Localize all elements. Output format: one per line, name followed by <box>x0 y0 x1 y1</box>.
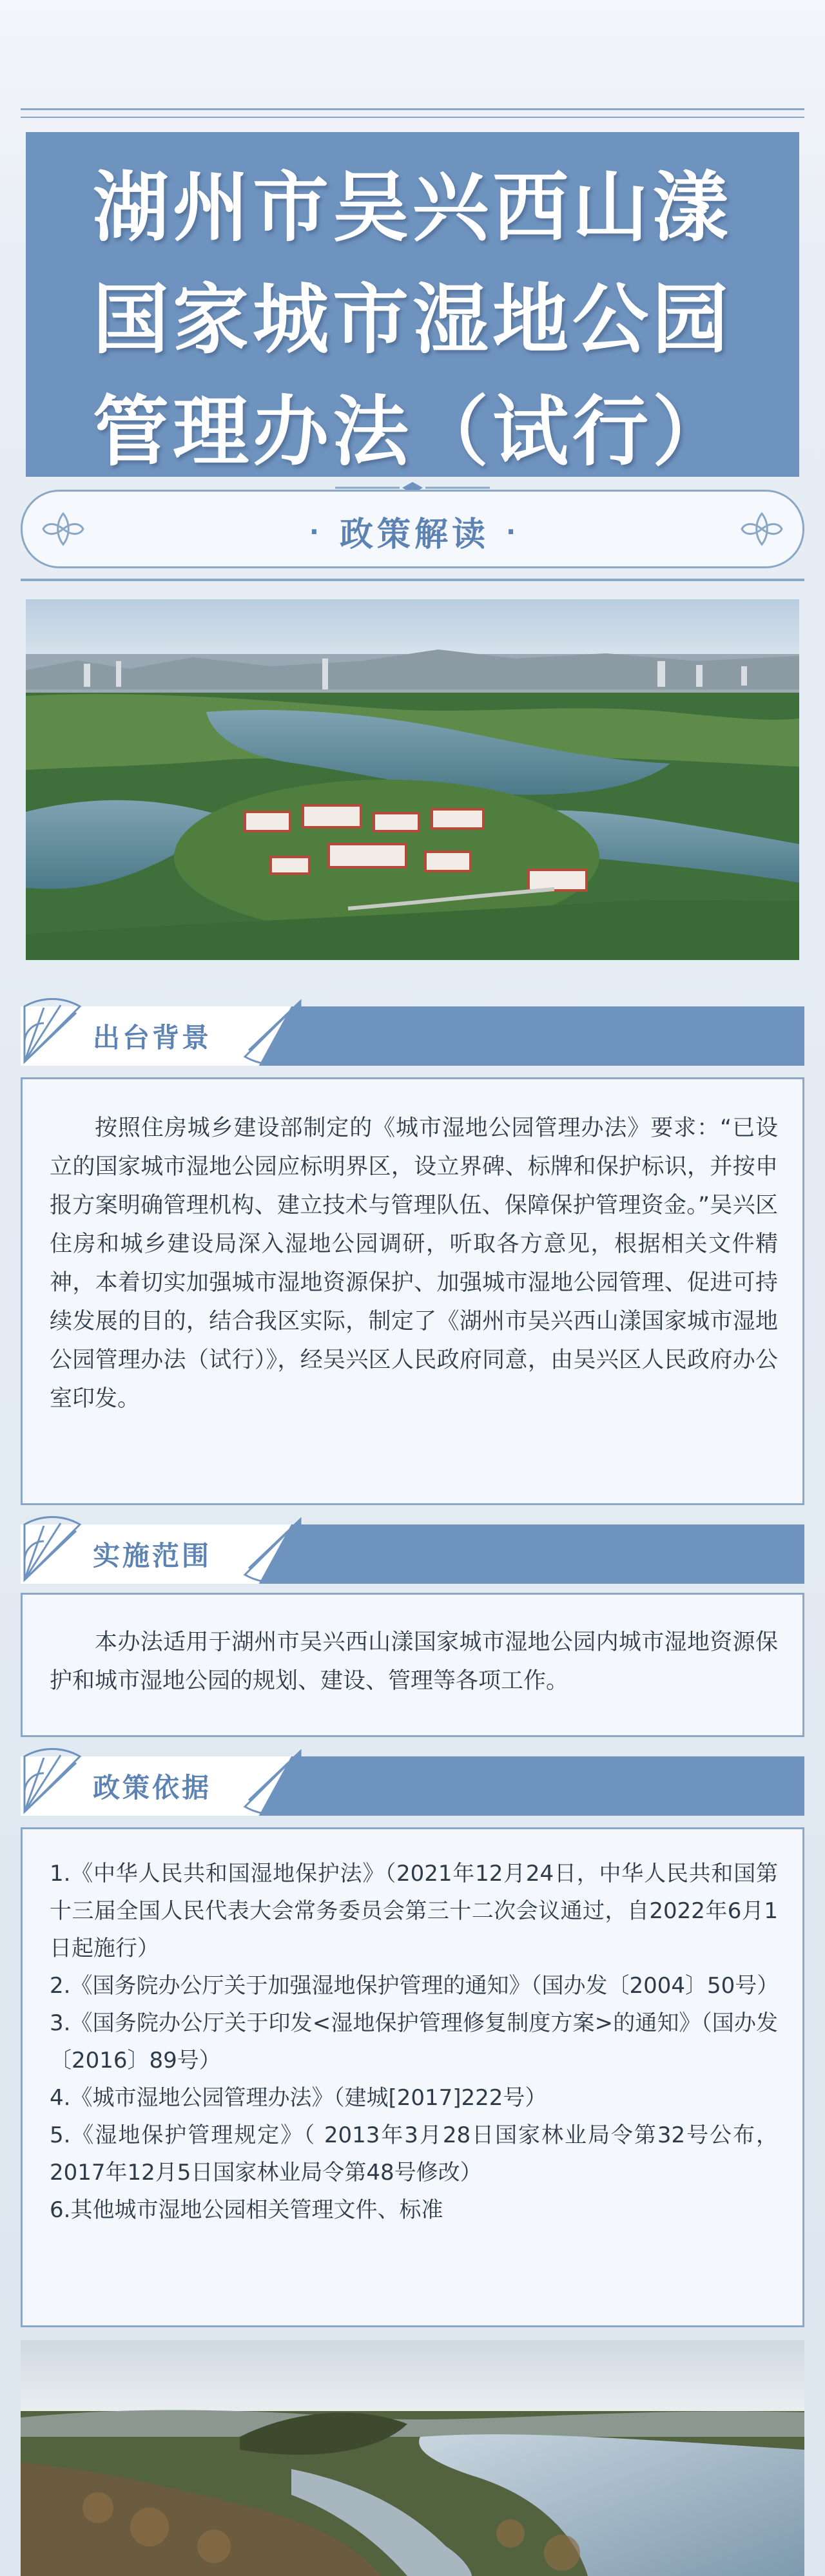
banner-divider <box>21 579 804 581</box>
fan-ornament-icon <box>233 1515 304 1584</box>
basis-item: 5.《湿地保护管理规定》（ 2013年3月28日国家林业局令第32号公布，2017年12月5日国家林业局令第48号修改） <box>50 2122 778 2186</box>
background-content-box <box>21 1077 804 1505</box>
river-photo-illustration <box>21 2340 804 2576</box>
fan-ornament-icon <box>233 1747 304 1816</box>
top-divider <box>21 108 804 118</box>
aerial-wetland-photo <box>26 599 799 960</box>
section-header-basis <box>21 1747 804 1816</box>
section-title: 实施范围 <box>93 1540 212 1572</box>
basis-content-box <box>21 1827 804 2327</box>
bullet-dot: · <box>506 517 520 547</box>
lotus-ornament-icon <box>739 508 784 550</box>
fan-ornament-icon <box>233 997 304 1066</box>
section-header-scope <box>21 1515 804 1584</box>
section-title: 政策依据 <box>93 1772 212 1803</box>
basis-item: 3.《国务院办公厅关于印发<湿地保护管理修复制度方案>的通知》（国办发〔2016〕89号） <box>50 2010 778 2073</box>
scope-paragraph: 本办法适用于湖州市吴兴西山漾国家城市湿地公园内城市湿地资源保护和城市湿地公园的规划、建设、管理等各项工作。 <box>50 1629 778 1694</box>
policy-interpretation-label: 政策解读 <box>339 515 489 554</box>
title-line-3: 管理办法（试行） <box>92 387 732 476</box>
scope-content-box <box>21 1593 804 1737</box>
aerial-photo-illustration <box>26 599 799 960</box>
section-header-background <box>21 997 804 1066</box>
basis-item: 2.《国务院办公厅关于加强湿地保护管理的通知》（国办发〔2004〕50号） <box>50 1973 779 1999</box>
title-line-2: 国家城市湿地公园 <box>92 275 732 364</box>
fan-ornament-icon <box>21 997 92 1066</box>
policy-label-row <box>23 507 806 555</box>
wetland-river-photo <box>21 2340 804 2576</box>
fan-ornament-icon <box>21 1515 92 1584</box>
basis-item: 4.《城市湿地公园管理办法》（建城[2017]222号） <box>50 2085 547 2111</box>
bullet-dot: · <box>309 517 323 547</box>
policy-interpretation-banner <box>21 490 804 568</box>
basis-item: 1.《中华人民共和国湿地保护法》（2021年12月24日，中华人民共和国第十三届全国人民代表大会常务委员会第三十二次会议通过，自2022年6月1日起施行） <box>50 1861 778 1961</box>
basis-item: 6.其他城市湿地公园相关管理文件、标准 <box>50 2197 443 2223</box>
fan-ornament-icon <box>21 1747 92 1816</box>
basis-list <box>50 1855 778 2229</box>
background-paragraph: 按照住房城乡建设部制定的《城市湿地公园管理办法》要求：“已设立的国家城市湿地公园应标明界区，设立界碑、标牌和保护标识，并按申报方案明确管理机构、建立技术与管理队伍、保障保护管理资金。”吴兴区住房和城乡建设局深入湿地公园调研，听取各方意见，根据相关文件精神，本着切实加强城市湿地资源保护、加强城市湿地公园管理、促进可持续发展的目的，结合我区实际，制定了《湖州市吴兴西山漾国家城市湿地公园管理办法（试行）》，经吴兴区人民政府同意，由吴兴区人民政府办公室印发。 <box>50 1115 778 1412</box>
title-banner <box>26 132 799 477</box>
title-line-1: 湖州市吴兴西山漾 <box>92 163 732 252</box>
section-title: 出台背景 <box>93 1022 212 1053</box>
